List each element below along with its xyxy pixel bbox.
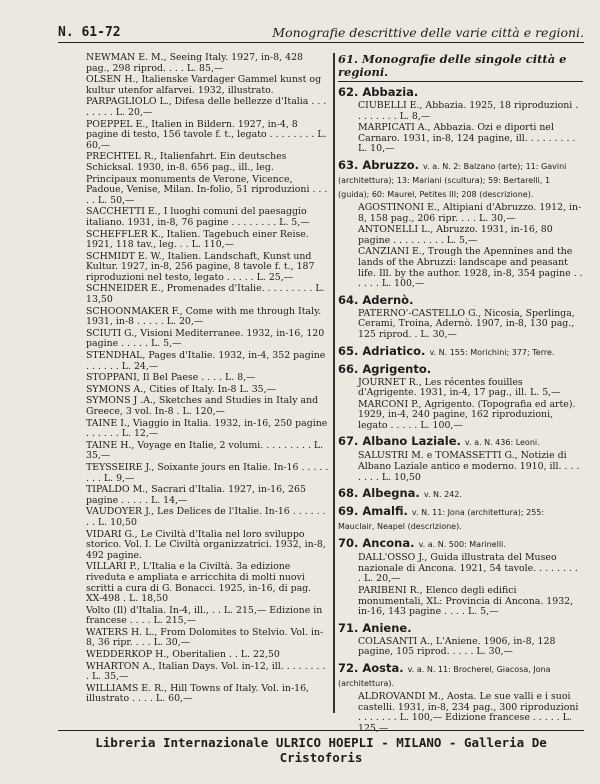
bib-entry: Volto (Il) d'Italia. In-4, ill., . . L. 215,— Edizione in francese . . . . L. 215,—	[86, 604, 323, 627]
section-heading: 62. Abbazia.	[338, 85, 419, 99]
bib-entry: VILLARI P., L'Italia e la Civiltà. 3a edizione riveduta e ampliata e arricchita di molti nuovi scritti a cura di G. Bonacci. 1925, in-16, di pag. XX-498 . L. 18,50	[86, 561, 312, 605]
bib-entry: SCHEFFLER K., Italien. Tagebuch einer Reise. 1921, 118 tav., leg. . . L. 110,—	[86, 228, 309, 251]
bib-entry: SCHOONMAKER F., Come with me through Italy. 1931, in-8 . . . . . L. 20,—	[86, 305, 322, 328]
bib-entry: SACCHETTI E., I luoghi comuni del paesaggio italiano. 1931, in-8, 76 pagine . . . . . . . . L. 5,—	[86, 206, 310, 228]
section-heading: 64. Adernò.	[338, 292, 414, 307]
cross-reference: v. N. 242.	[423, 490, 462, 500]
page-footer: Libreria Internazionale ULRICO HOEPLI - MILANO - Galleria De Cristoforis	[58, 730, 584, 755]
bib-entry: TEYSSEIRE J., Soixante jours en Italie. In-16 . . . . . . . . L. 9,—	[86, 461, 329, 484]
bib-entry: DALL'OSSO J., Guida illustrata del Museo nazionale di Ancona. 1921, 54 tavole. . . . . . . . . L. 20,—	[358, 552, 578, 585]
section-heading: 63. Abruzzo. v. a. N. 2: Balzano (arte); 11: Gavini (architettura); 13: Mariani (scultura); 59: Bertarelli, 1 (guida); 60: Maurel, Petites III; 208 (descrizione).	[338, 157, 567, 199]
bib-entry: TAINE I., Viaggio in Italia. 1932, in-16, 250 pagine . . . . . . L. 12,—	[86, 417, 328, 440]
section-heading: 72. Aosta. v. a. N. 11: Brocherel, Giacosa, Jona (architettura).	[338, 661, 551, 688]
section-heading: 66. Agrigento.	[338, 361, 432, 376]
cross-reference: v. a. N. 11: Brocherel, Giacosa, Jona (architettura).	[338, 665, 551, 688]
section-heading: 68. Albegna. v. N. 242.	[338, 486, 462, 501]
bib-entry: NEWMAN E. M., Seeing Italy. 1927, in-8, 428 pag., 298 riprod. . . . L. 85,—	[86, 52, 304, 74]
bib-entry: PATERNO'-CASTELLO G., Nicosia, Sperlinga, Cerami, Troina, Adernò. 1907, in-8, 130 pag., 125 riprod. . L. 30,—	[358, 307, 575, 340]
bib-entry: ANTONELLI L., Abruzzo. 1931, in-16, 80 pagine . . . . . . . . . L. 5,—	[358, 224, 553, 246]
bib-entry: TIPALDO M., Sacrari d'Italia. 1927, in-16, 265 pagine . . . . . L. 14,—	[86, 484, 306, 506]
section-heading: 67. Albano Laziale. v. a. N. 436: Leoni.	[338, 434, 540, 449]
bib-entry: SCIUTI G., Visioni Mediterranee. 1932, in-16, 120 pagine . . . . . L. 5,—	[86, 327, 325, 350]
bib-entry: Principaux monuments de Verone, Vicence, Padoue, Venise, Milan. In-folio, 51 riproduzioni . . . . . L. 50,—	[86, 173, 328, 206]
bib-entry: JOURNET R., Les récentes fouilles d'Agrigente. 1931, in-4, 17 pag., ill. L. 5,—	[358, 376, 561, 399]
section-heading: 69. Amalfi. v. N. 11: Jona (architettura); 255: Mauclair, Neapel (descrizione).	[338, 504, 545, 532]
bib-entry: MARCONI P., Agrigento. (Topografia ed arte). 1929, in-4, 240 pagine, 162 riproduzioni, legato . . . . . L. 100,—	[358, 398, 576, 431]
left-column	[86, 53, 329, 706]
bib-entry: CANZIANI E., Trough the Apennines and the lands of the Abruzzi: landscape and peasant life. Ill. by the author. 1928, in-8, 354 pagine . . . . . . L. 100,—	[358, 246, 583, 290]
section-heading: 65. Adriatico. v. N. 155: Morichini; 377; Terre.	[338, 343, 555, 358]
page-header	[58, 24, 584, 43]
bib-entry: VAUDOYER J., Les Delices de l'Italie. In-16 . . . . . . . . L. 10,50	[86, 506, 326, 528]
bib-entry: STENDHAL, Pages d'Italie. 1932, in-4, 352 pagine . . . . . . L. 24,—	[86, 350, 326, 372]
bib-entry: VIDARI G., Le Civiltà d'Italia nel loro sviluppo storico. Vol. I. Le Civiltà organizzatrici. 1932, in-8, 492 pagine.	[86, 528, 326, 561]
section-title: 61. Monografie delle singole città e regioni.	[338, 53, 583, 82]
cross-reference: v. N. 155: Morichini; 377; Terre.	[429, 347, 555, 357]
page-number-range: N. 61-72	[58, 25, 121, 40]
bib-entry: PARIBENI R., Elenco degli edifici monumentali, XL: Provincia di Ancona. 1932, in-16, 143 pagine . . . . L. 5,—	[358, 585, 574, 618]
bib-entry: OLSEN H., Italienske Vardager Gammel kunst og kultur utenfor alfarvei. 1932, illustrato.	[86, 74, 322, 96]
right-column	[338, 53, 583, 735]
cross-reference: v. a. N. 2: Balzano (arte); 11: Gavini (architettura); 13: Mariani (scultura); 59: Bertarelli, 1 (guida); 60: Maurel, Petites III; 208 (descrizione).	[338, 161, 567, 199]
bib-entry: SCHMIDT E. W., Italien. Landschaft, Kunst und Kultur. 1927, in-8, 256 pagine, 8 tavole f. t., 187 riproduzioni nel testo, legato . . . . . L. 25,—	[86, 250, 315, 283]
bib-entry: ALDROVANDI M., Aosta. Le sue valli e i suoi castelli. 1931, in-8, 234 pag., 300 riproduzioni . . . . . . . L. 100,— Edizione francese . . . . . L. 125,—	[358, 691, 579, 734]
cross-reference: v. a. N. 500: Marinelli.	[418, 540, 506, 550]
cross-reference: v. a. N. 436: Leoni.	[464, 438, 540, 448]
bib-entry: WILLIAMS E. R., Hill Towns of Italy. Vol. in-16, illustrato . . . . L. 60,—	[86, 682, 310, 705]
bib-entry: PRECHTEL R., Italienfahrt. Ein deutsches Schicksal. 1930, in-8. 656 pag., ill., leg.	[86, 151, 287, 173]
bib-entry: SALUSTRI M. e TOMASSETTI G., Notizie di Albano Laziale antico e moderno. 1910, ill. . . . . . . . L. 10,50	[358, 450, 580, 483]
bib-entry: MARPICATI A., Abbazia. Ozi e diporti nel Carnaro. 1931, in-8, 124 pagine, ill. . . . . . . . . L. 10,—	[358, 122, 576, 155]
bib-entry: CIUBELLI E., Abbazia. 1925, 18 riproduzioni . . . . . . . . L. 8,—	[358, 100, 579, 122]
bib-entry: SCHNEIDER E., Promenades d'Italie. . . . . . . . . L. 13,50	[86, 283, 325, 306]
bib-entry: POEPPEL E., Italien in Bildern. 1927, in-4, 8 pagine di testo, 156 tavole f. t., legato . . . . . . . . L. 60,—	[86, 118, 327, 151]
bib-entry: AGOSTINONI E., Altipiani d'Abruzzo. 1912, in-8, 158 pag., 206 ripr. . . . L. 30,—	[358, 201, 582, 224]
section-heading: 70. Ancona. v. a. N. 500: Marinelli.	[338, 536, 506, 551]
section-heading: 71. Aniene.	[338, 620, 412, 635]
bib-entry: WATERS H. L., From Dolomites to Stelvio. Vol. in-8, 36 ripr. . . . L. 30,—	[86, 626, 324, 649]
bib-entry: COLASANTI A., L'Aniene. 1906, in-8, 128 pagine, 105 riprod. . . . . L. 30,—	[358, 635, 556, 658]
bib-entry: STOPPANI, Il Bel Paese . . . . L. 8,—	[86, 372, 256, 384]
bib-entry: PARPAGLIOLO L., Difesa delle bellezze d'Italia . . . . . . . . L. 20,—	[86, 96, 327, 118]
cross-reference: v. N. 11: Jona (architettura); 255: Mauclair, Neapel (descrizione).	[338, 508, 545, 532]
bib-entry: SYMONS A., Cities of Italy. In-8 L. 35,—	[86, 383, 276, 395]
page-running-title: Monografie descrittive delle varie città e regioni.	[272, 25, 584, 40]
bib-entry: WHARTON A., Italian Days. Vol. in-12, ill. . . . . . . . . L. 35,—	[86, 660, 326, 683]
bib-entry: SYMONS J .A., Sketches and Studies in Italy and Greece, 3 vol. In-8 . L. 120,—	[86, 395, 319, 417]
bib-entry: TAINE H., Voyage en Italie, 2 volumi. . . . . . . . . L. 35,—	[86, 439, 324, 462]
bib-entry: WEDDERKOP H., Oberitalien . . L. 22,50	[86, 649, 280, 661]
column-divider	[333, 53, 335, 713]
